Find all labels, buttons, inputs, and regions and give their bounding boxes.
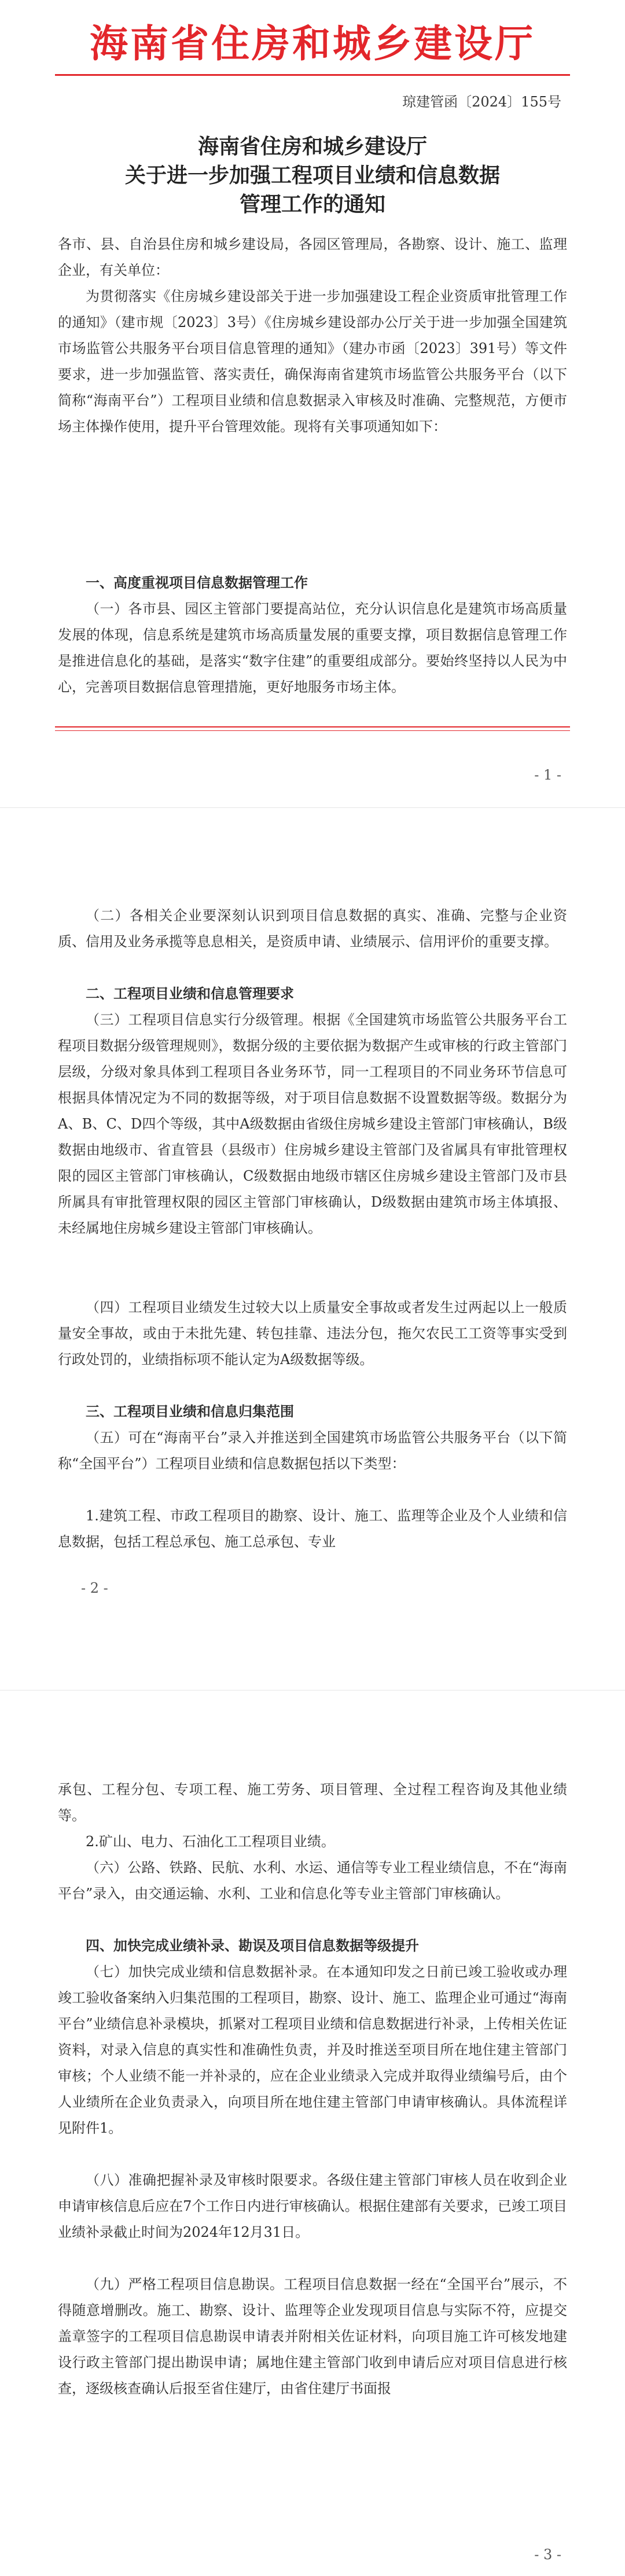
paragraph-2: （二）各相关企业要深刻认识到项目信息数据的真实、准确、完整与企业资质、信用及业务承揽等息息相关，是资质申请、业绩展示、信用评价的重要支撑。 xyxy=(58,907,567,950)
document-title-line-3: 管理工作的通知 xyxy=(239,192,385,216)
page-number: - 1 - xyxy=(534,767,561,783)
page-divider xyxy=(0,1690,625,1691)
footer-red-rule-bottom xyxy=(55,730,570,731)
addressee: 各市、县、自治县住房和城乡建设局，各园区管理局，各勘察、设计、施工、监理企业，有关单位： xyxy=(58,236,567,278)
paragraph-6: 1.建筑工程、市政工程项目的勘察、设计、施工、监理等企业及个人业绩和信息数据，包括工程总承包、施工总承包、专业 xyxy=(58,1508,567,1550)
page-number: - 3 - xyxy=(534,2546,561,2563)
document-title-line-2: 关于进一步加强工程项目业绩和信息数据 xyxy=(124,163,500,188)
document-number: 琼建管函〔2024〕155号 xyxy=(402,94,561,110)
paragraph-9: （七）加快完成业绩和信息数据补录。在本通知印发之日前已竣工验收或办理竣工验收备案纳入归集范围的工程项目，勘察、设计、施工、监理企业可通过“海南平台”业绩信息补录模块，抓紧对工程项目业绩和信息数据进行补录，上传相关佐证资料，对录入信息的真实性和准确性负责，并及时推送至项目所在地住建主管部门审核；个人业绩不能一并补录的，应在企业业绩录入完成并取得业绩编号后，由个人业绩所在企业负责录入，向项目所在地住建主管部门申请审核确认。具体流程详见附件1。 xyxy=(58,1964,567,2136)
section-heading-4: 四、加快完成业绩补录、勘误及项目信息数据等级提升 xyxy=(86,1938,419,1954)
section-heading-3: 三、工程项目业绩和信息归集范围 xyxy=(86,1403,294,1420)
paragraph-10: （八）准确把握补录及审核时限要求。各级住建主管部门审核人员在收到企业申请审核信息后应在7个工作日内进行审核确认。根据住建部有关要求，已竣工项目业绩补录截止时间为2024年12月31日。 xyxy=(58,2172,567,2240)
document-page-3 xyxy=(0,1690,625,2576)
letterhead-red-rule xyxy=(55,74,570,76)
document-title-line-1: 海南省住房和城乡建设厅 xyxy=(197,134,427,159)
letterhead-org-name: 海南省住房和城乡建设厅 xyxy=(90,21,535,66)
paragraph-3: （三）工程项目信息实行分级管理。根据《全国建筑市场监管公共服务平台工程项目数据分级管理规则》，数据分级的主要依据为数据产生或审核的行政主管部门层级，分级对象具体到工程项目各业务环节，同一工程项目的不同业务环节信息可根据具体情况定为不同的数据等级，对于项目信息数据不设置数据等级。数据分为A、B、C、D四个等级，其中A级数据由省级住房城乡建设主管部门审核确认，B级数据由地级市、省直管县（县级市）住房城乡建设主管部门及省属具有审批管理权限的园区主管部门审核确认，C级数据由地级市辖区住房城乡建设主管部门及市县所属具有审批管理权限的园区主管部门审核确认，D级数据由建筑市场主体填报、未经属地住房城乡建设主管部门审核确认。 xyxy=(58,1012,567,1236)
page-number: - 2 - xyxy=(81,1580,108,1596)
footer-red-rule-top xyxy=(55,726,570,727)
page-divider xyxy=(0,807,625,808)
paragraph-1: （一）各市县、园区主管部门要提高站位，充分认识信息化是建筑市场高质量发展的体现，信息系统是建筑市场高质量发展的重要支撑，项目数据信息管理工作是推进信息化的基础，是落实“数字住建”的重要组成部分。要始终坚持以人民为中心，完善项目数据信息管理措施，更好地服务市场主体。 xyxy=(58,601,567,695)
paragraph-11: （九）严格工程项目信息勘误。工程项目信息数据一经在“全国平台”展示，不得随意增删改。施工、勘察、设计、监理等企业发现项目信息与实际不符，应提交盖章签字的工程项目信息勘误申请表并附相关佐证材料，向项目施工许可核发地建设行政主管部门提出勘误申请；属地住建主管部门收到申请后应对项目信息进行核查，逐级核查确认后报至省住建厅，由省住建厅书面报 xyxy=(58,2276,567,2397)
section-heading-1: 一、高度重视项目信息数据管理工作 xyxy=(86,575,308,591)
paragraph-8: （六）公路、铁路、民航、水利、水运、通信等专业工程业绩信息，不在“海南平台”录入，由交通运输、水利、工业和信息化等专业主管部门审核确认。 xyxy=(58,1860,567,1902)
section-heading-2: 二、工程项目业绩和信息管理要求 xyxy=(86,986,294,1002)
document-page-2 xyxy=(0,807,625,1690)
paragraph-5: （五）可在“海南平台”录入并推送到全国建筑市场监管公共服务平台（以下简称“全国平台”）工程项目业绩和信息数据包括以下类型： xyxy=(58,1430,567,1472)
intro-paragraph: 为贯彻落实《住房城乡建设部关于进一步加强建设工程企业资质审批管理工作的通知》（建市规〔2023〕3号）《住房城乡建设部办公厅关于进一步加强全国建筑市场监管公共服务平台项目信息管理的通知》（建办市函〔2023〕391号）等文件要求，进一步加强监管、落实责任，确保海南省建筑市场监管公共服务平台（以下简称“海南平台”）工程项目业绩和信息数据录入审核及时准确、完整规范，方便市场主体操作使用，提升平台管理效能。现将有关事项通知如下： xyxy=(58,288,567,435)
document-page-1 xyxy=(0,0,625,807)
paragraph-6-continued: 承包、工程分包、专项工程、施工劳务、项目管理、全过程工程咨询及其他业绩等。 xyxy=(58,1781,567,1824)
paragraph-7: 2.矿山、电力、石油化工工程项目业绩。 xyxy=(86,1833,335,1850)
paragraph-4: （四）工程项目业绩发生过较大以上质量安全事故或者发生过两起以上一般质量安全事故，或由于未批先建、转包挂靠、违法分包，拖欠农民工工资等事实受到行政处罚的，业绩指标项不能认定为A级数据等级。 xyxy=(58,1299,567,1368)
